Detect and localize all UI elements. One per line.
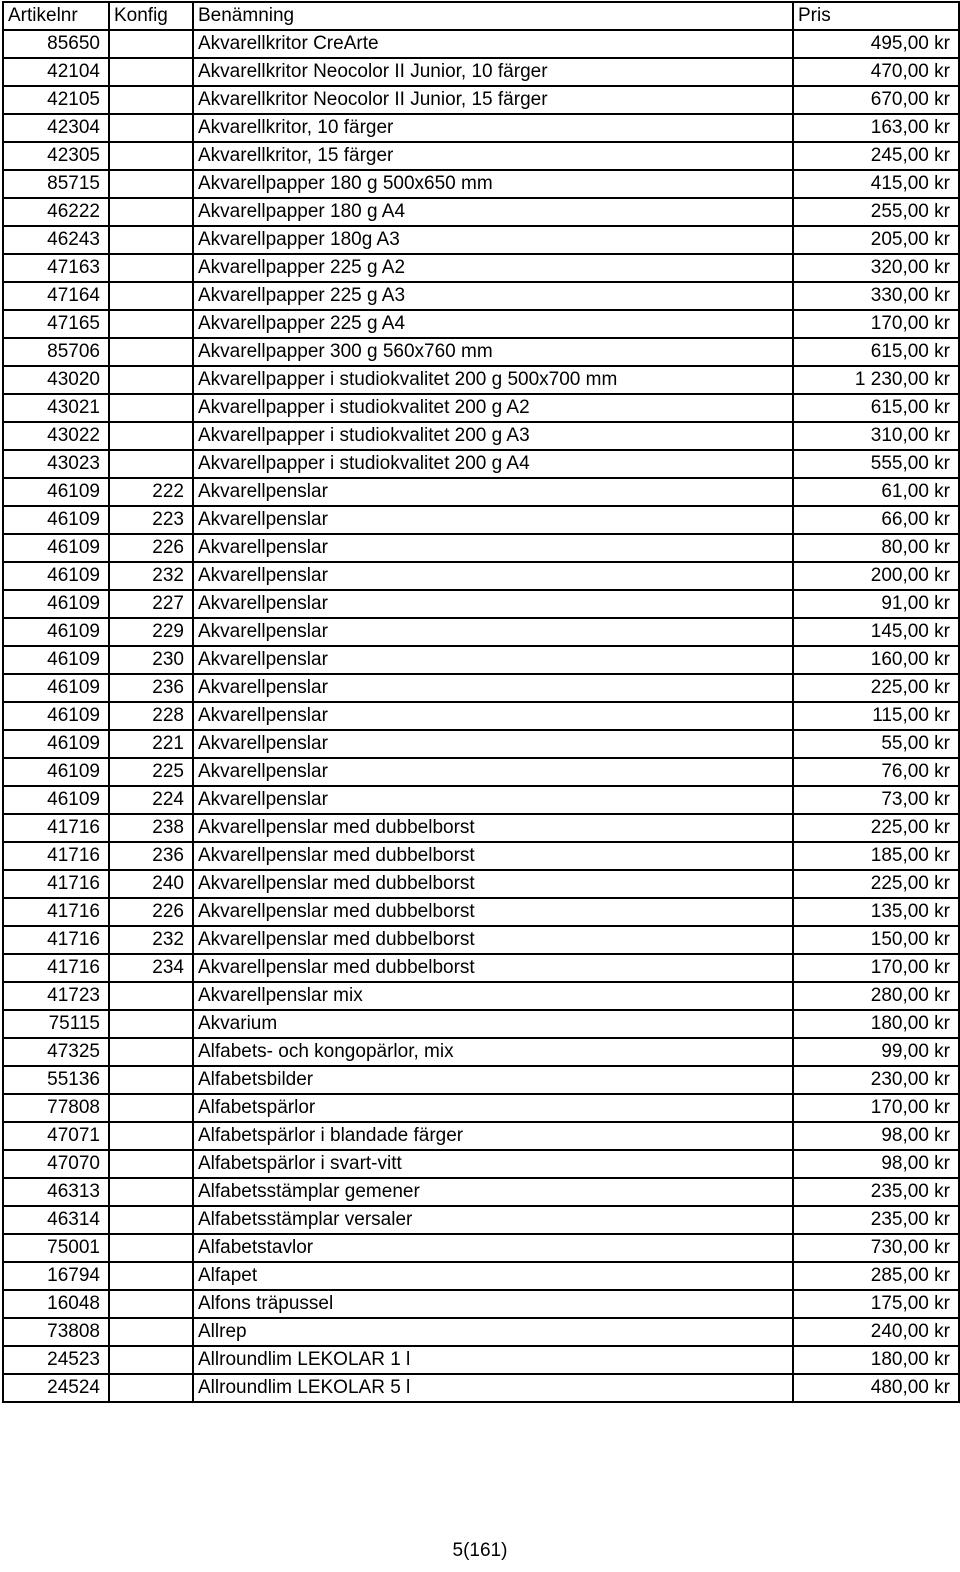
cell-artikelnr: 42304: [3, 114, 109, 142]
cell-konfig: [109, 198, 193, 226]
cell-konfig: [109, 1262, 193, 1290]
table-row: [3, 926, 959, 954]
cell-konfig: [109, 1206, 193, 1234]
cell-konfig: [109, 114, 193, 142]
cell-artikelnr: 43021: [3, 394, 109, 422]
table-row: [3, 142, 959, 170]
cell-artikelnr: 85715: [3, 170, 109, 198]
cell-artikelnr: 46109: [3, 618, 109, 646]
cell-artikelnr: 46109: [3, 534, 109, 562]
cell-benamning: Akvarellpenslar med dubbelborst: [193, 870, 793, 898]
cell-konfig: [109, 1290, 193, 1318]
cell-konfig: 228: [109, 702, 193, 730]
cell-konfig: [109, 1346, 193, 1374]
cell-konfig: [109, 1066, 193, 1094]
table-row: [3, 1262, 959, 1290]
cell-benamning: Alfabetsstämplar versaler: [193, 1206, 793, 1234]
table-body: [3, 30, 959, 1402]
cell-artikelnr: 41716: [3, 870, 109, 898]
cell-artikelnr: 42104: [3, 58, 109, 86]
cell-pris: 1 230,00 kr: [793, 366, 959, 394]
cell-konfig: [109, 1178, 193, 1206]
cell-konfig: [109, 1122, 193, 1150]
header-konfig: Konfig: [109, 2, 193, 30]
cell-artikelnr: 41716: [3, 954, 109, 982]
cell-konfig: 229: [109, 618, 193, 646]
cell-artikelnr: 41716: [3, 898, 109, 926]
cell-artikelnr: 75115: [3, 1010, 109, 1038]
cell-artikelnr: 42305: [3, 142, 109, 170]
cell-pris: 170,00 kr: [793, 310, 959, 338]
cell-benamning: Alfabetsbilder: [193, 1066, 793, 1094]
cell-pris: 80,00 kr: [793, 534, 959, 562]
table-row: [3, 954, 959, 982]
cell-pris: 150,00 kr: [793, 926, 959, 954]
cell-konfig: [109, 450, 193, 478]
cell-pris: 200,00 kr: [793, 562, 959, 590]
cell-konfig: 236: [109, 674, 193, 702]
cell-pris: 225,00 kr: [793, 870, 959, 898]
cell-pris: 61,00 kr: [793, 478, 959, 506]
cell-artikelnr: 16794: [3, 1262, 109, 1290]
cell-benamning: Akvarellkritor CreArte: [193, 30, 793, 58]
table-row: [3, 562, 959, 590]
table-row: [3, 1178, 959, 1206]
table-row: [3, 758, 959, 786]
cell-benamning: Akvarellpenslar: [193, 702, 793, 730]
cell-benamning: Akvarellpapper i studiokvalitet 200 g A2: [193, 394, 793, 422]
cell-konfig: 221: [109, 730, 193, 758]
cell-benamning: Alfons träpussel: [193, 1290, 793, 1318]
table-row: [3, 226, 959, 254]
cell-pris: 66,00 kr: [793, 506, 959, 534]
cell-pris: 240,00 kr: [793, 1318, 959, 1346]
cell-artikelnr: 46109: [3, 562, 109, 590]
cell-pris: 225,00 kr: [793, 814, 959, 842]
cell-benamning: Akvarellkritor, 15 färger: [193, 142, 793, 170]
table-row: [3, 366, 959, 394]
cell-benamning: Allroundlim LEKOLAR 5 l: [193, 1374, 793, 1402]
cell-benamning: Akvarellpapper 225 g A3: [193, 282, 793, 310]
cell-konfig: [109, 1374, 193, 1402]
cell-konfig: 226: [109, 898, 193, 926]
cell-konfig: [109, 1234, 193, 1262]
cell-benamning: Akvarellpenslar: [193, 674, 793, 702]
cell-konfig: 222: [109, 478, 193, 506]
cell-artikelnr: 46222: [3, 198, 109, 226]
table-row: [3, 898, 959, 926]
cell-artikelnr: 41716: [3, 842, 109, 870]
cell-benamning: Akvarellkritor Neocolor II Junior, 15 färger: [193, 86, 793, 114]
table-row: [3, 618, 959, 646]
page-number: 5(161): [452, 1540, 508, 1561]
cell-pris: 98,00 kr: [793, 1122, 959, 1150]
table-row: [3, 58, 959, 86]
cell-benamning: Akvarellpenslar med dubbelborst: [193, 842, 793, 870]
table-row: [3, 1206, 959, 1234]
cell-benamning: Akvarellpapper 180g A3: [193, 226, 793, 254]
cell-artikelnr: 46109: [3, 702, 109, 730]
cell-artikelnr: 46109: [3, 674, 109, 702]
cell-artikelnr: 47070: [3, 1150, 109, 1178]
cell-benamning: Akvarellpenslar med dubbelborst: [193, 814, 793, 842]
cell-artikelnr: 46109: [3, 786, 109, 814]
cell-benamning: Alfabetsstämplar gemener: [193, 1178, 793, 1206]
cell-konfig: 232: [109, 562, 193, 590]
cell-benamning: Akvarellpenslar: [193, 590, 793, 618]
cell-konfig: [109, 170, 193, 198]
table-row: [3, 1374, 959, 1402]
cell-artikelnr: 47164: [3, 282, 109, 310]
cell-artikelnr: 46314: [3, 1206, 109, 1234]
cell-pris: 175,00 kr: [793, 1290, 959, 1318]
table-row: [3, 1066, 959, 1094]
cell-artikelnr: 85650: [3, 30, 109, 58]
cell-artikelnr: 24524: [3, 1374, 109, 1402]
table-row: [3, 730, 959, 758]
table-row: [3, 506, 959, 534]
cell-artikelnr: 47325: [3, 1038, 109, 1066]
cell-konfig: [109, 1038, 193, 1066]
cell-artikelnr: 47071: [3, 1122, 109, 1150]
cell-pris: 76,00 kr: [793, 758, 959, 786]
cell-pris: 185,00 kr: [793, 842, 959, 870]
cell-pris: 255,00 kr: [793, 198, 959, 226]
cell-konfig: 225: [109, 758, 193, 786]
cell-konfig: 234: [109, 954, 193, 982]
cell-artikelnr: 46109: [3, 730, 109, 758]
cell-benamning: Akvarellpapper 300 g 560x760 mm: [193, 338, 793, 366]
cell-artikelnr: 42105: [3, 86, 109, 114]
cell-benamning: Alfabetspärlor i svart-vitt: [193, 1150, 793, 1178]
cell-konfig: [109, 310, 193, 338]
cell-pris: 135,00 kr: [793, 898, 959, 926]
cell-pris: 615,00 kr: [793, 394, 959, 422]
cell-pris: 225,00 kr: [793, 674, 959, 702]
cell-konfig: [109, 282, 193, 310]
cell-konfig: [109, 226, 193, 254]
cell-benamning: Akvarellpapper 180 g A4: [193, 198, 793, 226]
cell-benamning: Akvarellkritor, 10 färger: [193, 114, 793, 142]
cell-artikelnr: 46109: [3, 646, 109, 674]
cell-konfig: 232: [109, 926, 193, 954]
cell-pris: 98,00 kr: [793, 1150, 959, 1178]
table-row: [3, 1010, 959, 1038]
table-row: [3, 534, 959, 562]
cell-benamning: Akvarellpenslar: [193, 618, 793, 646]
cell-konfig: 223: [109, 506, 193, 534]
cell-benamning: Akvarellpapper i studiokvalitet 200 g A3: [193, 422, 793, 450]
table-row: [3, 1346, 959, 1374]
table-row: [3, 1094, 959, 1122]
header-row: [3, 2, 959, 30]
cell-konfig: [109, 254, 193, 282]
cell-artikelnr: 46109: [3, 478, 109, 506]
table-row: [3, 674, 959, 702]
cell-artikelnr: 46109: [3, 506, 109, 534]
cell-pris: 99,00 kr: [793, 1038, 959, 1066]
cell-konfig: [109, 394, 193, 422]
header-artikelnr: Artikelnr: [3, 2, 109, 30]
cell-pris: 91,00 kr: [793, 590, 959, 618]
cell-konfig: [109, 422, 193, 450]
cell-benamning: Alfabetspärlor: [193, 1094, 793, 1122]
cell-konfig: [109, 86, 193, 114]
cell-benamning: Akvarellpenslar: [193, 506, 793, 534]
cell-benamning: Akvarellpapper i studiokvalitet 200 g A4: [193, 450, 793, 478]
table-row: [3, 1038, 959, 1066]
table-row: [3, 1122, 959, 1150]
table-row: [3, 170, 959, 198]
cell-artikelnr: 41716: [3, 926, 109, 954]
cell-konfig: [109, 982, 193, 1010]
cell-konfig: 238: [109, 814, 193, 842]
cell-konfig: 227: [109, 590, 193, 618]
cell-pris: 235,00 kr: [793, 1206, 959, 1234]
cell-benamning: Akvarium: [193, 1010, 793, 1038]
header-pris: Pris: [793, 2, 959, 30]
table-row: [3, 114, 959, 142]
cell-pris: 180,00 kr: [793, 1010, 959, 1038]
cell-pris: 480,00 kr: [793, 1374, 959, 1402]
table-row: [3, 450, 959, 478]
table-row: [3, 1318, 959, 1346]
table-row: [3, 646, 959, 674]
price-list-sheet: [2, 1, 960, 1403]
table-row: [3, 590, 959, 618]
cell-konfig: 240: [109, 870, 193, 898]
cell-pris: 205,00 kr: [793, 226, 959, 254]
cell-pris: 495,00 kr: [793, 30, 959, 58]
table-row: [3, 282, 959, 310]
cell-benamning: Akvarellpenslar med dubbelborst: [193, 898, 793, 926]
cell-artikelnr: 43020: [3, 366, 109, 394]
cell-artikelnr: 43022: [3, 422, 109, 450]
cell-benamning: Akvarellpapper 225 g A2: [193, 254, 793, 282]
cell-pris: 73,00 kr: [793, 786, 959, 814]
cell-benamning: Akvarellkritor Neocolor II Junior, 10 färger: [193, 58, 793, 86]
cell-pris: 170,00 kr: [793, 954, 959, 982]
cell-benamning: Akvarellpenslar mix: [193, 982, 793, 1010]
price-table: [2, 1, 960, 1403]
table-row: [3, 870, 959, 898]
cell-artikelnr: 75001: [3, 1234, 109, 1262]
cell-artikelnr: 46313: [3, 1178, 109, 1206]
table-row: [3, 814, 959, 842]
cell-benamning: Akvarellpenslar: [193, 758, 793, 786]
cell-benamning: Akvarellpenslar: [193, 478, 793, 506]
table-row: [3, 30, 959, 58]
table-row: [3, 982, 959, 1010]
cell-benamning: Akvarellpenslar med dubbelborst: [193, 954, 793, 982]
cell-pris: 470,00 kr: [793, 58, 959, 86]
cell-artikelnr: 73808: [3, 1318, 109, 1346]
cell-pris: 330,00 kr: [793, 282, 959, 310]
cell-pris: 730,00 kr: [793, 1234, 959, 1262]
cell-benamning: Akvarellpapper 225 g A4: [193, 310, 793, 338]
cell-artikelnr: 77808: [3, 1094, 109, 1122]
cell-artikelnr: 46243: [3, 226, 109, 254]
cell-artikelnr: 46109: [3, 590, 109, 618]
cell-artikelnr: 24523: [3, 1346, 109, 1374]
table-row: [3, 786, 959, 814]
cell-pris: 55,00 kr: [793, 730, 959, 758]
cell-benamning: Akvarellpenslar: [193, 646, 793, 674]
table-row: [3, 254, 959, 282]
table-row: [3, 422, 959, 450]
cell-benamning: Allrep: [193, 1318, 793, 1346]
cell-artikelnr: 47163: [3, 254, 109, 282]
table-row: [3, 338, 959, 366]
cell-artikelnr: 46109: [3, 758, 109, 786]
cell-pris: 115,00 kr: [793, 702, 959, 730]
cell-artikelnr: 41723: [3, 982, 109, 1010]
cell-pris: 170,00 kr: [793, 1094, 959, 1122]
cell-pris: 280,00 kr: [793, 982, 959, 1010]
cell-konfig: [109, 366, 193, 394]
cell-pris: 235,00 kr: [793, 1178, 959, 1206]
cell-konfig: [109, 30, 193, 58]
cell-konfig: [109, 142, 193, 170]
cell-benamning: Akvarellpenslar: [193, 562, 793, 590]
table-row: [3, 1290, 959, 1318]
cell-benamning: Alfabets- och kongopärlor, mix: [193, 1038, 793, 1066]
cell-pris: 230,00 kr: [793, 1066, 959, 1094]
cell-pris: 245,00 kr: [793, 142, 959, 170]
cell-benamning: Alfapet: [193, 1262, 793, 1290]
cell-pris: 670,00 kr: [793, 86, 959, 114]
table-row: [3, 1234, 959, 1262]
cell-konfig: [109, 1318, 193, 1346]
cell-konfig: [109, 338, 193, 366]
cell-pris: 615,00 kr: [793, 338, 959, 366]
cell-konfig: 230: [109, 646, 193, 674]
table-row: [3, 394, 959, 422]
cell-pris: 285,00 kr: [793, 1262, 959, 1290]
cell-benamning: Akvarellpenslar: [193, 534, 793, 562]
cell-artikelnr: 16048: [3, 1290, 109, 1318]
cell-pris: 160,00 kr: [793, 646, 959, 674]
table-row: [3, 198, 959, 226]
table-row: [3, 1150, 959, 1178]
cell-artikelnr: 41716: [3, 814, 109, 842]
cell-benamning: Akvarellpapper 180 g 500x650 mm: [193, 170, 793, 198]
cell-benamning: Akvarellpapper i studiokvalitet 200 g 500x700 mm: [193, 366, 793, 394]
cell-benamning: Akvarellpenslar: [193, 786, 793, 814]
cell-pris: 310,00 kr: [793, 422, 959, 450]
cell-pris: 163,00 kr: [793, 114, 959, 142]
table-row: [3, 310, 959, 338]
cell-konfig: [109, 1150, 193, 1178]
table-row: [3, 478, 959, 506]
cell-artikelnr: 85706: [3, 338, 109, 366]
cell-konfig: [109, 58, 193, 86]
cell-konfig: 224: [109, 786, 193, 814]
table-row: [3, 702, 959, 730]
cell-benamning: Akvarellpenslar med dubbelborst: [193, 926, 793, 954]
cell-benamning: Alfabetstavlor: [193, 1234, 793, 1262]
table-row: [3, 842, 959, 870]
cell-pris: 145,00 kr: [793, 618, 959, 646]
cell-benamning: Alfabetspärlor i blandade färger: [193, 1122, 793, 1150]
header-benamning: Benämning: [193, 2, 793, 30]
table-row: [3, 86, 959, 114]
cell-benamning: Akvarellpenslar: [193, 730, 793, 758]
cell-pris: 555,00 kr: [793, 450, 959, 478]
cell-konfig: 226: [109, 534, 193, 562]
cell-konfig: [109, 1094, 193, 1122]
cell-konfig: 236: [109, 842, 193, 870]
cell-artikelnr: 43023: [3, 450, 109, 478]
cell-benamning: Allroundlim LEKOLAR 1 l: [193, 1346, 793, 1374]
cell-pris: 180,00 kr: [793, 1346, 959, 1374]
cell-artikelnr: 47165: [3, 310, 109, 338]
cell-konfig: [109, 1010, 193, 1038]
cell-artikelnr: 55136: [3, 1066, 109, 1094]
cell-pris: 415,00 kr: [793, 170, 959, 198]
cell-pris: 320,00 kr: [793, 254, 959, 282]
